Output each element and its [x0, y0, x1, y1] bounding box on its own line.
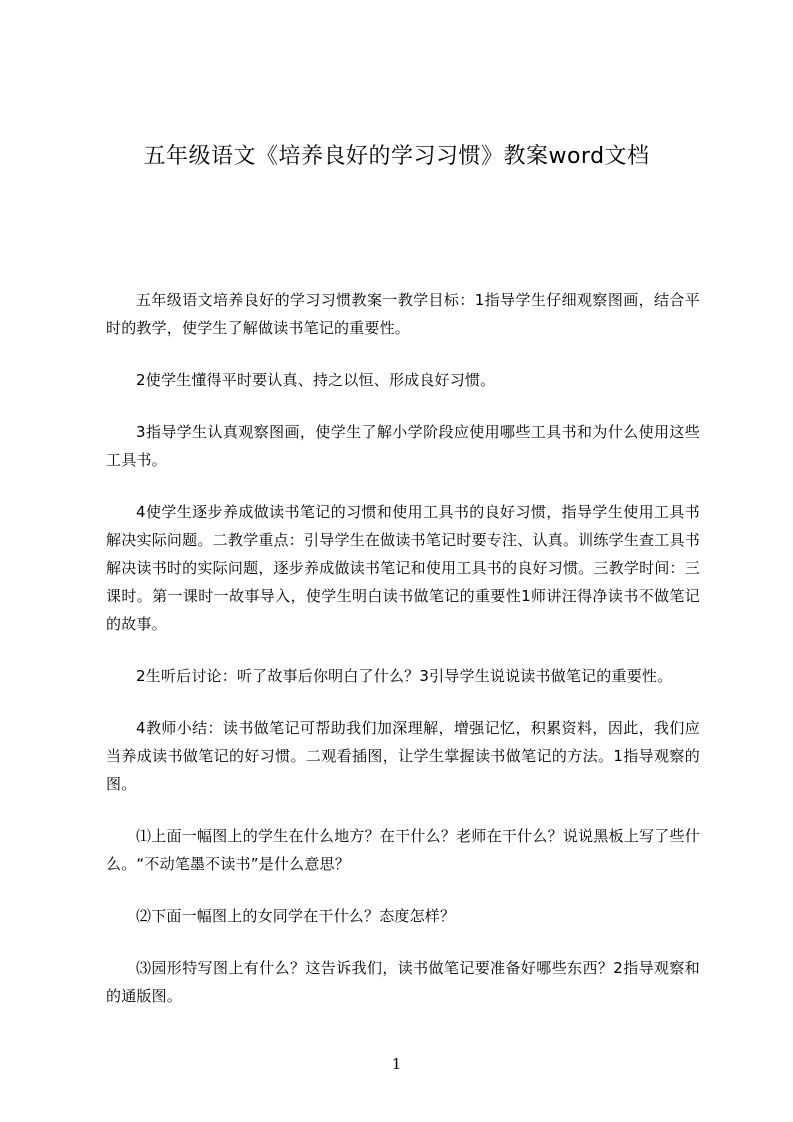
- paragraph-6: 4教师小结：读书做笔记可帮助我们加深理解，增强记忆，积累资料，因此，我们应当养成读书做笔记的好习惯。二观看插图，让学生掌握读书做笔记的方法。1指导观察的图。: [106, 719, 700, 793]
- paragraph-1: 五年级语文培养良好的学习习惯教案一教学目标：1指导学生仔细观察图画，结合平时的教学，使学生了解做读书笔记的重要性。: [106, 291, 700, 337]
- document-title: 五年级语文《培养良好的学习习惯》教案word文档: [143, 144, 650, 169]
- paragraph-9: ⑶园形特写图上有什么？这告诉我们，读书做笔记要准备好哪些东西？2指导观察和的通版图。: [106, 959, 700, 1005]
- paragraph-4: 4使学生逐步养成做读书笔记的习惯和使用工具书的良好习惯，指导学生使用工具书解决实际问题。二教学重点：引导学生在做读书笔记时要专注、认真。训练学生查工具书解决读书时的实际问题，逐步养成做读书笔记和使用工具书的良好习惯。三教学时间：三课时。第一课时一故事导入，使学生明白读书做笔记的重要性1师讲汪得净读书不做笔记的故事。: [106, 503, 700, 633]
- paragraph-3: 3指导学生认真观察图画，使学生了解小学阶段应使用哪些工具书和为什么使用这些工具书。: [106, 423, 700, 469]
- paragraph-7: ⑴上面一幅图上的学生在什么地方？在干什么？老师在干什么？说说黑板上写了些什么。“不动笔墨不读书”是什么意思？: [106, 827, 700, 873]
- paragraph-2: 2使学生懂得平时要认真、持之以恒、形成良好习惯。: [136, 371, 496, 389]
- paragraph-8: ⑵下面一幅图上的女同学在干什么？态度怎样？: [136, 907, 456, 925]
- paragraph-5: 2生听后讨论：听了故事后你明白了什么？3引导学生说说读书做笔记的重要性。: [136, 667, 673, 685]
- document-body: [106, 286, 700, 1034]
- page-number: 1: [391, 1055, 402, 1073]
